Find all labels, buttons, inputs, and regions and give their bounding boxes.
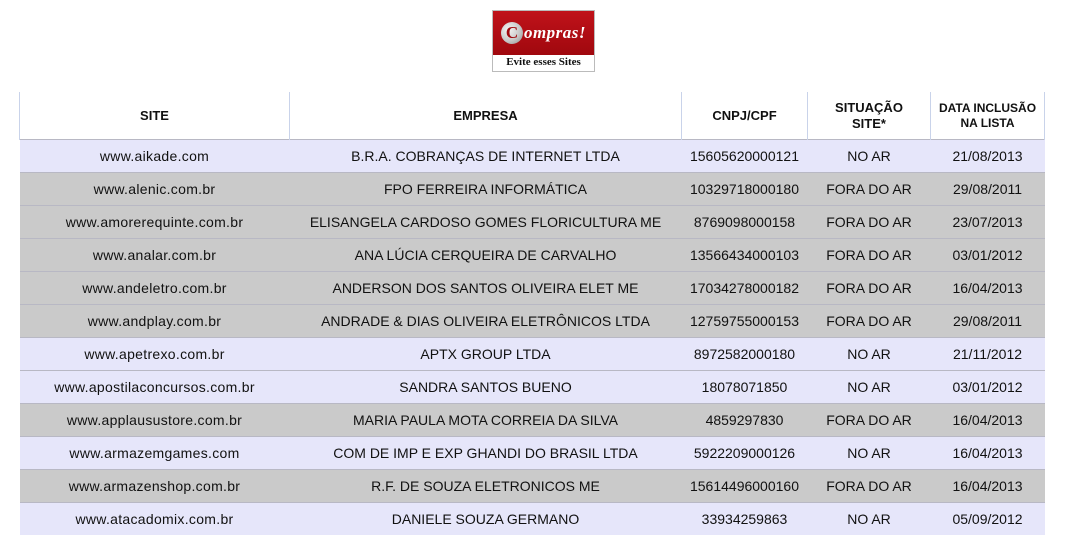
compras-logo[interactable] <box>492 10 595 72</box>
cell-situacao: FORA DO AR <box>808 470 931 503</box>
cell-site[interactable]: www.apostilaconcursos.com.br <box>20 371 290 404</box>
cell-data-inclusao: 29/08/2011 <box>931 305 1045 338</box>
cell-site[interactable]: www.andeletro.com.br <box>20 272 290 305</box>
cell-situacao: FORA DO AR <box>808 272 931 305</box>
cell-data-inclusao: 23/07/2013 <box>931 206 1045 239</box>
table-row <box>20 239 1045 272</box>
header-site: SITE <box>20 92 290 140</box>
cell-cnpj: 12759755000153 <box>682 305 808 338</box>
cell-empresa: MARIA PAULA MOTA CORREIA DA SILVA <box>290 404 682 437</box>
table-row <box>20 470 1045 503</box>
cell-site[interactable]: www.aikade.com <box>20 140 290 173</box>
logo-c-globe-icon: C <box>501 22 523 44</box>
cell-site[interactable]: www.andplay.com.br <box>20 305 290 338</box>
cell-data-inclusao: 16/04/2013 <box>931 272 1045 305</box>
table-row <box>20 272 1045 305</box>
cell-cnpj: 8769098000158 <box>682 206 808 239</box>
cell-empresa: SANDRA SANTOS BUENO <box>290 371 682 404</box>
cell-empresa: B.R.A. COBRANÇAS DE INTERNET LTDA <box>290 140 682 173</box>
table-row <box>20 140 1045 173</box>
cell-cnpj: 15605620000121 <box>682 140 808 173</box>
cell-data-inclusao: 21/11/2012 <box>931 338 1045 371</box>
cell-site[interactable]: www.applausustore.com.br <box>20 404 290 437</box>
cell-cnpj: 13566434000103 <box>682 239 808 272</box>
cell-empresa: ELISANGELA CARDOSO GOMES FLORICULTURA ME <box>290 206 682 239</box>
header-cnpj: CNPJ/CPF <box>682 92 808 140</box>
cell-situacao: FORA DO AR <box>808 305 931 338</box>
header-situacao <box>808 92 931 140</box>
cell-cnpj: 17034278000182 <box>682 272 808 305</box>
table-header <box>20 92 1045 140</box>
cell-empresa: ANDRADE & DIAS OLIVEIRA ELETRÔNICOS LTDA <box>290 305 682 338</box>
cell-situacao: FORA DO AR <box>808 173 931 206</box>
logo-banner <box>493 11 594 55</box>
cell-situacao: FORA DO AR <box>808 239 931 272</box>
header-situacao-line1: SITUAÇÃO <box>835 99 903 115</box>
cell-empresa: FPO FERREIRA INFORMÁTICA <box>290 173 682 206</box>
blocked-sites-table <box>19 92 1045 535</box>
cell-situacao: NO AR <box>808 371 931 404</box>
header-data-line2: NA LISTA <box>960 115 1015 130</box>
header-situacao-line2: SITE* <box>852 115 886 131</box>
cell-cnpj: 5922209000126 <box>682 437 808 470</box>
cell-site[interactable]: www.analar.com.br <box>20 239 290 272</box>
cell-site[interactable]: www.atacadomix.com.br <box>20 503 290 536</box>
table-row <box>20 305 1045 338</box>
cell-cnpj: 4859297830 <box>682 404 808 437</box>
cell-site[interactable]: www.apetrexo.com.br <box>20 338 290 371</box>
cell-cnpj: 10329718000180 <box>682 173 808 206</box>
cell-situacao: NO AR <box>808 140 931 173</box>
table-row <box>20 173 1045 206</box>
logo-tagline: Evite esses Sites <box>506 56 581 68</box>
header-data-inclusao <box>931 92 1045 140</box>
header-data-line1: DATA INCLUSÃO <box>938 100 1037 115</box>
table-row <box>20 404 1045 437</box>
cell-site[interactable]: www.amorerequinte.com.br <box>20 206 290 239</box>
cell-site[interactable]: www.alenic.com.br <box>20 173 290 206</box>
cell-data-inclusao: 03/01/2012 <box>931 239 1045 272</box>
cell-data-inclusao: 05/09/2012 <box>931 503 1045 536</box>
cell-data-inclusao: 16/04/2013 <box>931 404 1045 437</box>
header-empresa: EMPRESA <box>290 92 682 140</box>
cell-data-inclusao: 16/04/2013 <box>931 437 1045 470</box>
cell-empresa: DANIELE SOUZA GERMANO <box>290 503 682 536</box>
cell-data-inclusao: 03/01/2012 <box>931 371 1045 404</box>
cell-cnpj: 15614496000160 <box>682 470 808 503</box>
table-row <box>20 338 1045 371</box>
cell-empresa: R.F. DE SOUZA ELETRONICOS ME <box>290 470 682 503</box>
cell-site[interactable]: www.armazenshop.com.br <box>20 470 290 503</box>
table-body <box>20 140 1045 536</box>
cell-empresa: ANA LÚCIA CERQUEIRA DE CARVALHO <box>290 239 682 272</box>
cell-empresa: ANDERSON DOS SANTOS OLIVEIRA ELET ME <box>290 272 682 305</box>
table-row <box>20 206 1045 239</box>
table-row <box>20 503 1045 536</box>
cell-cnpj: 8972582000180 <box>682 338 808 371</box>
cell-situacao: NO AR <box>808 503 931 536</box>
cell-empresa: APTX GROUP LTDA <box>290 338 682 371</box>
cell-empresa: COM DE IMP E EXP GHANDI DO BRASIL LTDA <box>290 437 682 470</box>
cell-data-inclusao: 29/08/2011 <box>931 173 1045 206</box>
cell-situacao: FORA DO AR <box>808 206 931 239</box>
cell-situacao: NO AR <box>808 437 931 470</box>
cell-site[interactable]: www.armazemgames.com <box>20 437 290 470</box>
cell-data-inclusao: 21/08/2013 <box>931 140 1045 173</box>
cell-cnpj: 18078071850 <box>682 371 808 404</box>
cell-situacao: FORA DO AR <box>808 404 931 437</box>
cell-cnpj: 33934259863 <box>682 503 808 536</box>
table-row <box>20 437 1045 470</box>
table-row <box>20 371 1045 404</box>
cell-situacao: NO AR <box>808 338 931 371</box>
cell-data-inclusao: 16/04/2013 <box>931 470 1045 503</box>
logo-wordmark: ompras! <box>523 23 587 42</box>
